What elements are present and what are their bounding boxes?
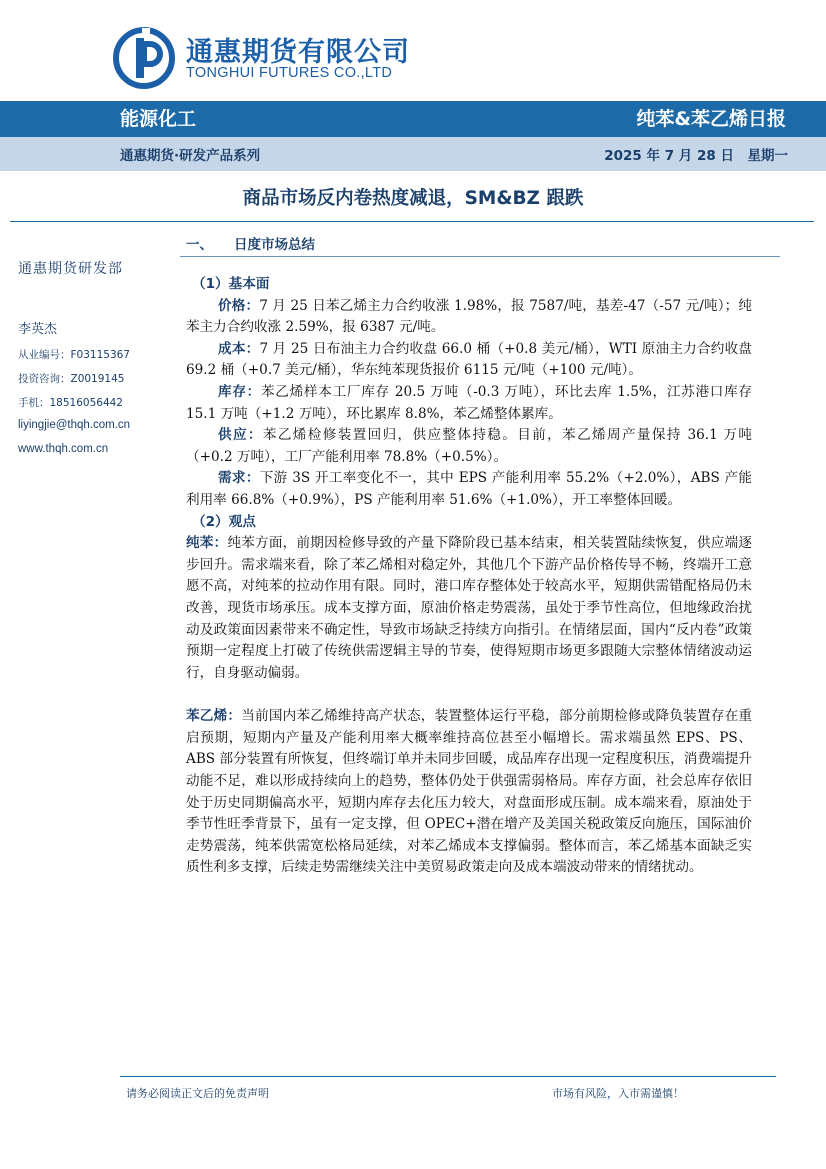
report-date: 2025 年 7 月 28 日 星期一 [604, 148, 788, 164]
cost-paragraph: 成本：7 月 25 日布油主力合约收盘 66.0 桶（+0.8 美元/桶），WTI 原油主力合约收盘 69.2 桶（+0.7 美元/桶），华东纯苯现货报价 6115 元/吨（+100 元/吨）。 [186, 340, 752, 379]
benzene-paragraph: 纯苯：纯苯方面，前期因检修导致的产量下降阶段已基本结束，相关装置陆续恢复，供应端逐步回升。需求端来看，除了苯乙烯相对稳定外，其他几个下游产品价格传导不畅，终端开工意愿不高，对纯苯的拉动作用有限。同时，港口库存整体处于较高水平，短期供需错配格局仍未改善，现货市场承压。成本支撑方面，原油价格走势震荡，虽处于季节性高位，但地缘政治扰动及政策面因素带来不确定性，导致市场缺乏持续方向指引。在情绪层面，国内“反内卷”政策预期一定程度上打破了传统供需逻辑主导的节奏，使得短期市场更多跟随大宗整体情绪波动运行，自身驱动偏弱。 [186, 535, 753, 681]
company-name-en: TONGHUI FUTURES CO.,LTD [186, 65, 393, 81]
report-name: 纯苯&苯乙烯日报 [636, 108, 786, 130]
analyst-name: 李英杰 [18, 322, 58, 337]
divider [10, 221, 814, 222]
footer-divider [120, 1076, 776, 1077]
report-body [186, 274, 752, 879]
department-name: 通惠期货研发部 [18, 261, 123, 277]
views-heading: （2）观点 [192, 513, 256, 530]
page-title: 商品市场反内卷热度减退，SM&BZ 跟跌 [242, 188, 584, 209]
risk-warning: 市场有风险，入市需谨慎！ [552, 1087, 684, 1100]
section-heading: 一、 日度市场总结 [186, 237, 315, 253]
styrene-paragraph: 苯乙烯：当前国内苯乙烯维持高产状态，装置整体运行平稳，部分前期检修或降负装置存在重启预期，短期内产量及产能利用率大概率维持高位甚至小幅增长。需求端虽然 EPS、PS、ABS 部分装置有所恢复，但终端订单并未同步回暖，成品库存出现一定程度积压，消费端提升动能不足，难以形成持续向上的趋势，整体仍处于供强需弱格局。库存方面，社会总库存依旧处于历史同期偏高水平，短期内库存去化压力较大，对盘面形成压制。成本端来看，原油处于季节性旺季背景下，虽有一定支撑，但 OPEC+潜在增产及美国关税政策反向施压，国际油价走势震荡，纯苯供需宽松格局延续，对苯乙烯成本支撑偏弱。整体而言，苯乙烯基本面缺乏实质性利多支撑，后续走势需继续关注中美贸易政策走向及成本端波动带来的情绪扰动。 [186, 708, 753, 876]
tonghui-logo-icon [112, 26, 176, 90]
inventory-paragraph: 库存：苯乙烯样本工厂库存 20.5 万吨（-0.3 万吨），环比去库 1.5%，江苏港口库存 15.1 万吨（+1.2 万吨），环比累库 8.8%，苯乙烯整体累库。 [186, 383, 753, 422]
fundamentals-heading: （1）基本面 [192, 276, 270, 292]
report-category: 能源化工 [120, 108, 197, 130]
phone-number: 手机：18516056442 [18, 397, 123, 409]
section-divider [180, 256, 780, 257]
website-link[interactable]: www.thqh.com.cn [18, 443, 109, 455]
demand-paragraph: 需求：下游 3S 开工率变化不一，其中 EPS 产能利用率 55.2%（+2.0%），ABS 产能利用率 66.8%（+0.9%），PS 产能利用率 51.6%（+1.0%），开工率整体回暖。 [186, 470, 752, 508]
report-series: 通惠期货·研发产品系列 [120, 148, 261, 164]
license-number: 从业编号：F03115367 [18, 349, 130, 361]
company-name-cn: 通惠期货有限公司 [186, 37, 410, 68]
email-link[interactable]: liyingjie@thqh.com.cn [18, 419, 131, 431]
advisory-number: 投资咨询：Z0019145 [18, 373, 125, 385]
supply-paragraph: 供应：苯乙烯检修装置回归，供应整体持稳。目前，苯乙烯周产量保持 36.1 万吨（+0.2 万吨），工厂产能利用率 78.8%（+0.5%）。 [186, 427, 752, 465]
disclaimer-note: 请务必阅读正文后的免责声明 [126, 1087, 269, 1100]
price-paragraph: 价格：7 月 25 日苯乙烯主力合约收涨 1.98%，报 7587/吨，基差-47（-57 元/吨）；纯苯主力合约收涨 2.59%，报 6387 元/吨。 [186, 297, 753, 336]
author-sidebar [18, 258, 168, 467]
